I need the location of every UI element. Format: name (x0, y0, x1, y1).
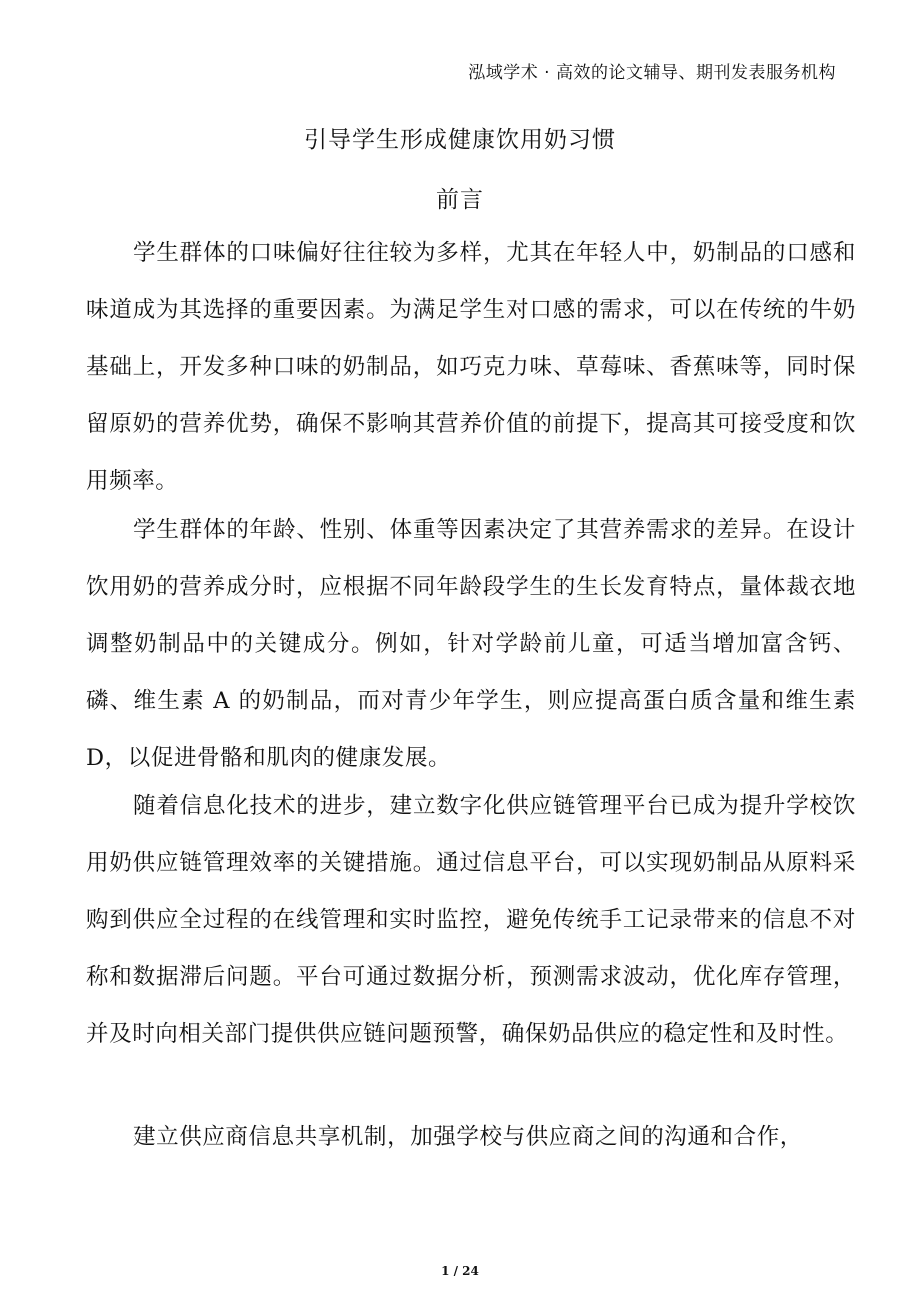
paragraph: 建立供应商信息共享机制，加强学校与供应商之间的沟通和合作， (133, 1124, 803, 1150)
paragraph: 学生群体的口味偏好往往较为多样，尤其在年轻人中，奶制品的口感和味道成为其选择的重要因素。为满足学生对口感的需求，可以在传统的牛奶基础上，开发多种口味的奶制品，如巧克力味、草莓味、香蕉味等，同时保留原奶的营养优势，确保不影响其营养价值的前提下，提高其可接受度和饮用频率。 (86, 240, 856, 494)
paragraph: 学生群体的年龄、性别、体重等因素决定了其营养需求的差异。在设计饮用奶的营养成分时，应根据不同年龄段学生的生长发育特点，量体裁衣地调整奶制品中的关键成分。例如，针对学龄前儿童，可适当增加富含钙、磷、维生素 A 的奶制品，而对青少年学生，则应提高蛋白质含量和维生素 D，以促进骨骼和肌肉的健康发展。 (86, 517, 856, 771)
section-heading: 前言 (436, 187, 484, 213)
document-title: 引导学生形成健康饮用奶习惯 (304, 127, 616, 153)
paragraph: 随着信息化技术的进步，建立数字化供应链管理平台已成为提升学校饮用奶供应链管理效率的关键措施。通过信息平台，可以实现奶制品从原料采购到供应全过程的在线管理和实时监控，避免传统手工记录带来的信息不对称和数据滞后问题。平台可通过数据分析，预测需求波动，优化库存管理，并及时向相关部门提供供应链问题预警，确保奶品供应的稳定性和及时性。 (86, 793, 856, 1047)
page-header: 泓域学术 · 高效的论文辅导、期刊发表服务机构 (468, 63, 836, 83)
page-number: 1 / 24 (441, 1264, 479, 1278)
